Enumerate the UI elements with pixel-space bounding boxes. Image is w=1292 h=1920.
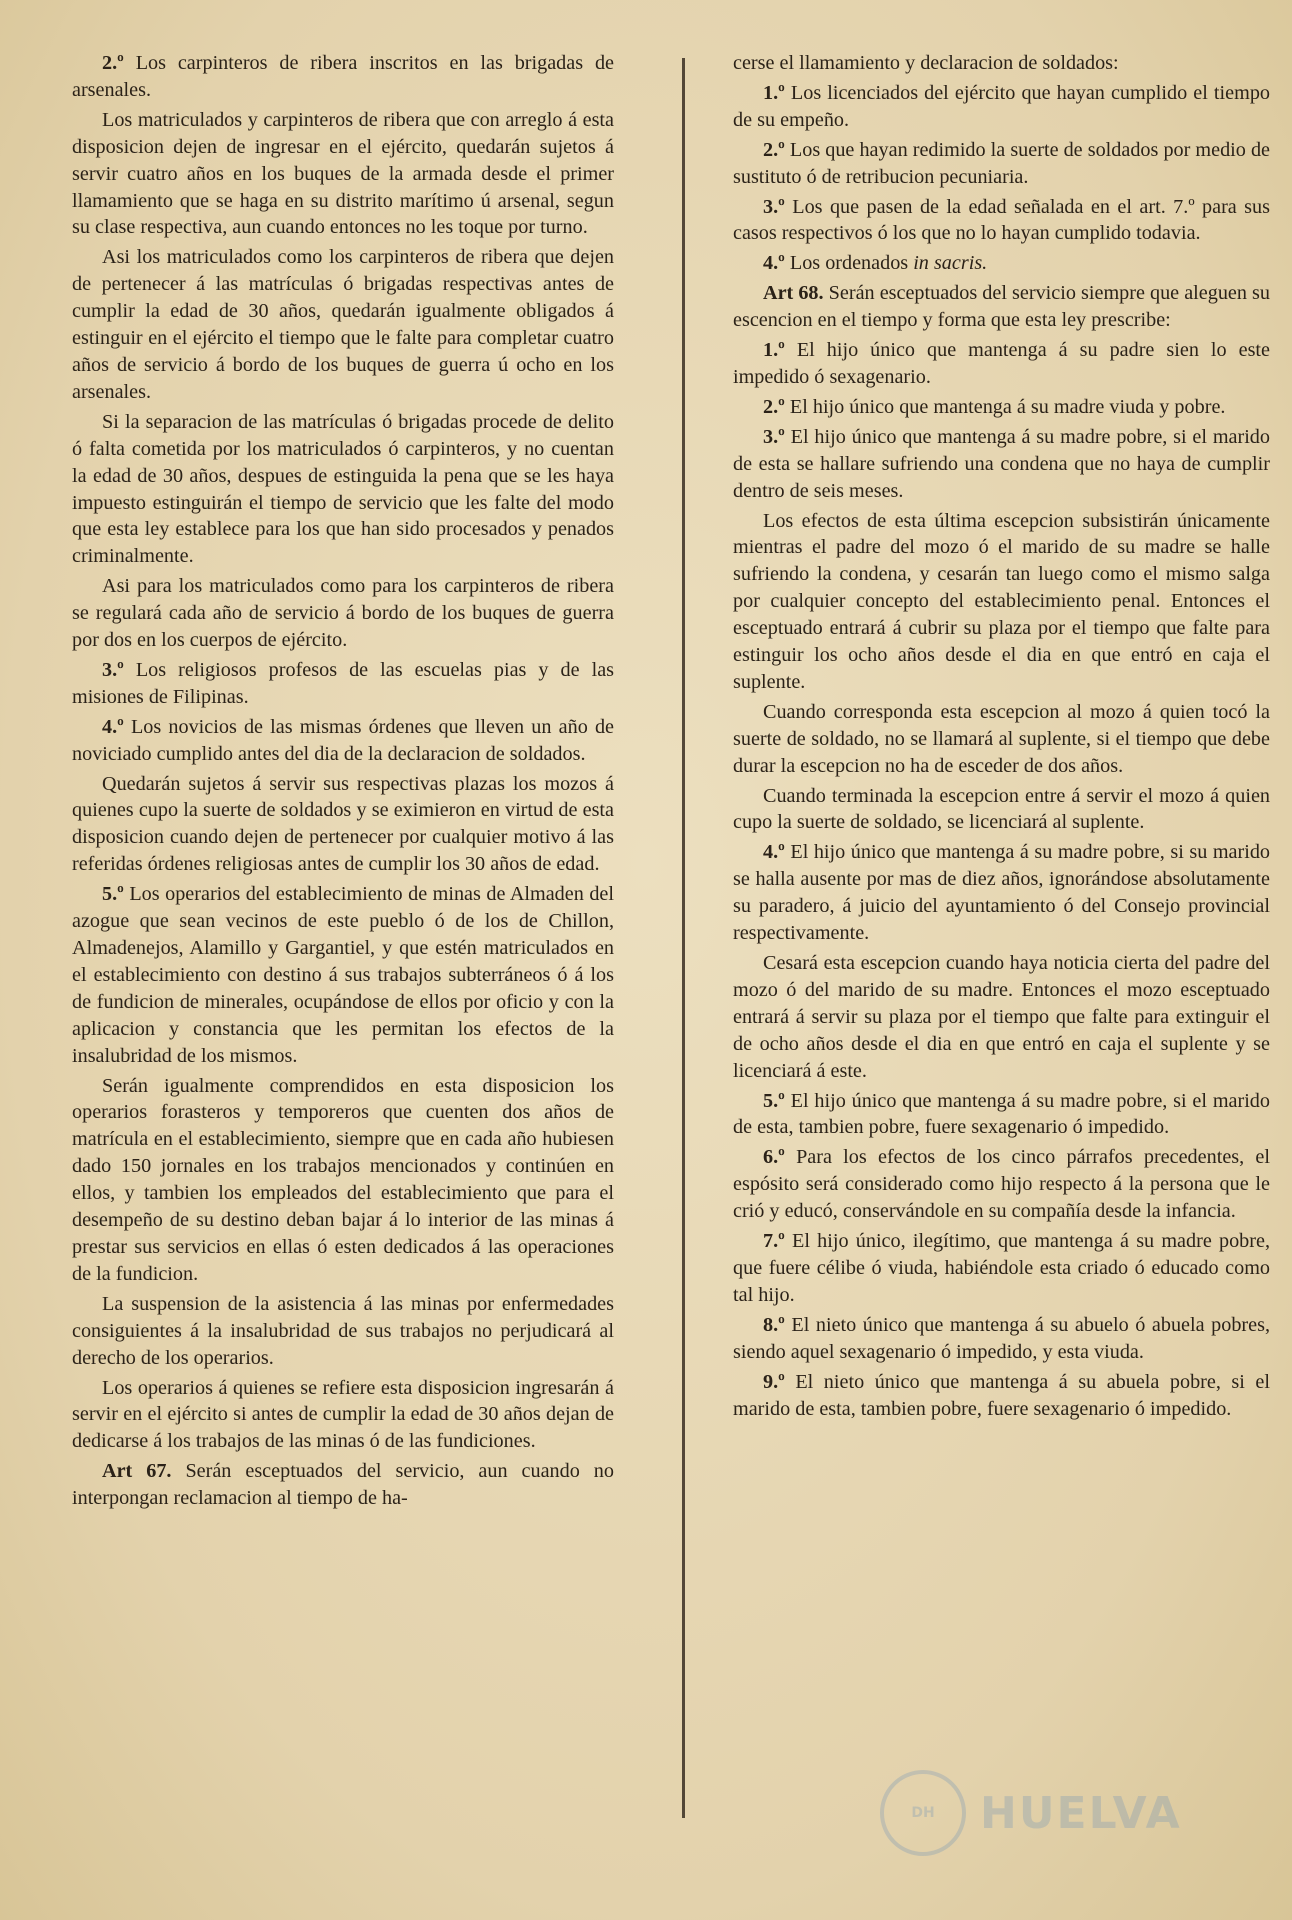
- paragraph: [733, 280, 1270, 334]
- watermark-text: HUELVA: [980, 1787, 1182, 1839]
- paragraph: [733, 424, 1270, 505]
- paragraph: [733, 508, 1270, 696]
- paragraph-number: 4.º: [763, 252, 785, 275]
- paragraph-number: 1.º: [763, 81, 785, 104]
- paragraph: [72, 50, 614, 104]
- paragraph: [733, 699, 1270, 780]
- paragraph-text: El nieto único que mantenga á su abuela pobre, si el marido de esta, tambien pobre, fuere sexagenario ó impedido.: [733, 1370, 1270, 1420]
- paragraph: [72, 714, 614, 768]
- paragraph-number: Art 67.: [102, 1460, 172, 1483]
- paragraph-text: Asi para los matriculados como para los carpinteros de ribera se regulará cada año de servicio á bordo de los buques de guerra por dos en los cuerpos de ejército.: [72, 575, 614, 652]
- paragraph: [733, 783, 1270, 837]
- paragraph: [72, 107, 614, 242]
- paragraph-text: Los operarios del establecimiento de minas de Almaden del azogue que sean vecinos de este pueblo ó de los de Chillon, Almadenejos, Alamillo y Gargantiel, y que estén matriculados en el establecimiento con destino á sus trabajos subterráneos ó á los de fundicion de minerales, ocupándose de ellos por oficio y con la aplicacion y constancia que les permitan los efectos de la insalubridad de los mismos.: [72, 883, 614, 1067]
- paragraph-text: El hijo único que mantenga á su madre pobre, si el marido de esta se hallare sufriendo una condena que no haya de cumplir dentro de seis meses.: [733, 425, 1270, 502]
- paragraph: [72, 657, 614, 711]
- paragraph: [733, 1369, 1270, 1423]
- paragraph-number: 6.º: [763, 1146, 785, 1169]
- paragraph-text: La suspension de la asistencia á las minas por enfermedades consiguientes á la insalubridad de sus trabajos no perjudicará al derecho de los operarios.: [72, 1292, 614, 1369]
- paragraph: [72, 1291, 614, 1372]
- paragraph-text: El hijo único que mantenga á su padre sien lo este impedido ó sexagenario.: [733, 339, 1270, 388]
- paragraph-text: Los religiosos profesos de las escuelas pias y de las misiones de Filipinas.: [72, 658, 614, 708]
- paragraph: [733, 839, 1270, 947]
- paragraph-text: cerse el llamamiento y declaracion de soldados:: [733, 52, 1119, 74]
- paragraph-text: Los operarios á quienes se refiere esta disposicion ingresarán á servir en el ejército si antes de cumplir la edad de 30 años dejan de dedicarse á los trabajos de las minas ó de las fundiciones.: [72, 1376, 614, 1453]
- paragraph: [733, 194, 1270, 248]
- paragraph-italic-text: in sacris.: [913, 252, 988, 275]
- watermark-seal-icon: DH: [880, 1770, 966, 1856]
- paragraph-number: 9.º: [763, 1370, 785, 1393]
- paragraph: [733, 950, 1270, 1085]
- paragraph-text: Los ordenados: [789, 252, 909, 275]
- paragraph-text: El hijo único, ilegítimo, que mantenga á su madre pobre, que fuere célibe ó viuda, habiéndole esta criado ó educado como tal hijo.: [733, 1230, 1270, 1306]
- right-column: [733, 50, 1270, 1840]
- paragraph-text: Los novicios de las mismas órdenes que lleven un año de noviciado cumplido antes del dia de la declaracion de soldados.: [72, 715, 614, 765]
- paragraph: [733, 1312, 1270, 1366]
- paragraph-text: El hijo único que mantenga á su madre pobre, si el marido de esta, tambien pobre, fuere sexagenario ó impedido.: [733, 1089, 1270, 1139]
- paragraph: [733, 50, 1270, 77]
- paragraph-text: Serán igualmente comprendidos en esta disposicion los operarios forasteros y temporeros que cuenten dos años de matrícula en el establecimiento, siempre que en cada año hubiesen dado 150 jornales en los trabajos mencionados y continúen en ellos, y tambien los empleados del establecimiento que para el desempeño de su destino deban bajar á lo interior de las minas á prestar sus servicios en ellas ó esten dedicados á las operaciones de la fundicion.: [72, 1074, 614, 1285]
- paragraph-text: Cuando terminada la escepcion entre á servir el mozo á quien cupo la suerte de soldado, se licenciará al suplente.: [733, 784, 1270, 834]
- paragraph: [72, 1458, 614, 1512]
- paragraph: [733, 80, 1270, 134]
- paragraph-number: Art 68.: [763, 282, 824, 305]
- paragraph: [733, 250, 1270, 277]
- paragraph-text: Los que pasen de la edad señalada en el art. 7.º para sus casos respectivos ó los que no lo hayan cumplido todavia.: [733, 195, 1270, 245]
- paragraph-text: El nieto único que mantenga á su abuelo ó abuela pobres, siendo aquel sexagenario ó impedido, y esta viuda.: [733, 1313, 1270, 1363]
- paragraph: [72, 1073, 614, 1288]
- paragraph: [733, 394, 1270, 421]
- paragraph: [72, 771, 614, 879]
- paragraph: [733, 1228, 1270, 1309]
- paragraph: [733, 1088, 1270, 1142]
- column-divider: [682, 58, 685, 1818]
- paragraph-number: 3.º: [102, 658, 124, 681]
- paragraph-text: Los efectos de esta última escepcion subsistirán únicamente mientras el padre del mozo ó el marido de su madre se halle sufriendo la condena, y cesarán tan luego como el mismo salga por cualquier concepto del establecimiento penal. Entonces el esceptuado entrará á cubrir su plaza por el tiempo que falte para estinguir los ocho años desde el dia en que entró en caja el suplente.: [733, 509, 1270, 693]
- paragraph-text: Quedarán sujetos á servir sus respectivas plazas los mozos á quienes cupo la suerte de soldados y se eximieron en virtud de esta disposicion cuando dejen de pertenecer por cualquier motivo á las referidas órdenes religiosas antes de cumplir los 30 años de edad.: [72, 772, 614, 876]
- paragraph: [72, 1375, 614, 1456]
- paragraph-number: 4.º: [763, 841, 785, 864]
- paragraph-number: 1.º: [763, 339, 785, 362]
- paragraph: [72, 573, 614, 654]
- paragraph-number: 2.º: [763, 138, 785, 161]
- paragraph-number: 3.º: [763, 195, 785, 218]
- paragraph-text: Los carpinteros de ribera inscritos en las brigadas de arsenales.: [72, 52, 614, 101]
- paragraph-text: Los matriculados y carpinteros de ribera que con arreglo á esta disposicion dejen de ingresar en el ejército, quedarán sujetos á servir cuatro años en los buques de la armada desde el primer llamamiento que se haga en su distrito marítimo ú arsenal, segun su clase respectiva, aun cuando entonces no les toque por turno.: [72, 108, 614, 239]
- paragraph: [72, 881, 614, 1069]
- paragraph-text: Cesará esta escepcion cuando haya noticia cierta del padre del mozo ó del marido de su madre. Entonces el mozo esceptuado entrará á servir su plaza por el tiempo que falte para extinguir el de ocho años desde el dia en que entró en caja el suplente y se licenciará á este.: [733, 952, 1270, 1082]
- archive-watermark: [880, 1770, 1182, 1856]
- paragraph: [72, 409, 614, 570]
- paragraph-text: Si la separacion de las matrículas ó brigadas procede de delito ó falta cometida por los matriculados ó carpinteros, y no cuentan la edad de 30 años, despues de estinguida la pena que se les haya impuesto estinguirán el tiempo de servicio que les falte del modo que esta ley establece para los que han sido procesados y penados criminalmente.: [72, 410, 614, 568]
- paragraph-text: Cuando corresponda esta escepcion al mozo á quien tocó la suerte de soldado, no se llamará al suplente, si el tiempo que debe durar la escepcion no ha de esceder de dos años.: [733, 700, 1270, 777]
- paragraph-text: Los licenciados del ejército que hayan cumplido el tiempo de su empeño.: [733, 81, 1270, 131]
- paragraph: [733, 137, 1270, 191]
- paragraph-number: 3.º: [763, 425, 785, 448]
- paragraph-text: Serán esceptuados del servicio, aun cuando no interpongan reclamacion al tiempo de ha-: [72, 1460, 614, 1510]
- paragraph-number: 2.º: [763, 395, 785, 418]
- paragraph-number: 8.º: [763, 1313, 785, 1336]
- paragraph-number: 4.º: [102, 715, 124, 738]
- paragraph-text: El hijo único que mantenga á su madre pobre, si su marido se halla ausente por mas de diez años, ignorándose absolutamente su paradero, á juicio del ayuntamiento ó del Consejo provincial respectivamente.: [733, 841, 1270, 945]
- paragraph-number: 2.º: [102, 52, 124, 74]
- paragraph-text: Asi los matriculados como los carpinteros de ribera que dejen de pertenecer á las matrículas ó brigadas respectivas antes de cumplir la edad de 30 años, quedarán igualmente obligados á estinguir en el ejército el tiempo que le falte para completar cuatro años de servicio á bordo de los buques de guerra ú ocho en los arsenales.: [72, 246, 614, 403]
- paragraph-number: 7.º: [763, 1230, 785, 1253]
- paragraph-text: El hijo único que mantenga á su madre viuda y pobre.: [789, 395, 1226, 418]
- paragraph-text: Serán esceptuados del servicio siempre que aleguen su escencion en el tiempo y forma que esta ley prescribe:: [733, 282, 1270, 332]
- paragraph-number: 5.º: [763, 1089, 785, 1112]
- paragraph-text: Los que hayan redimido la suerte de soldados por medio de sustituto ó de retribucion pecuniaria.: [733, 138, 1270, 188]
- left-column: [72, 50, 614, 1840]
- paragraph-text: Para los efectos de los cinco párrafos precedentes, el espósito será considerado como hijo respecto á la persona que le crió y educó, conservándole en su compañía desde la infancia.: [733, 1146, 1270, 1223]
- paragraph: [733, 337, 1270, 391]
- paragraph-number: 5.º: [102, 883, 124, 906]
- paragraph: [72, 244, 614, 405]
- paragraph: [733, 1144, 1270, 1225]
